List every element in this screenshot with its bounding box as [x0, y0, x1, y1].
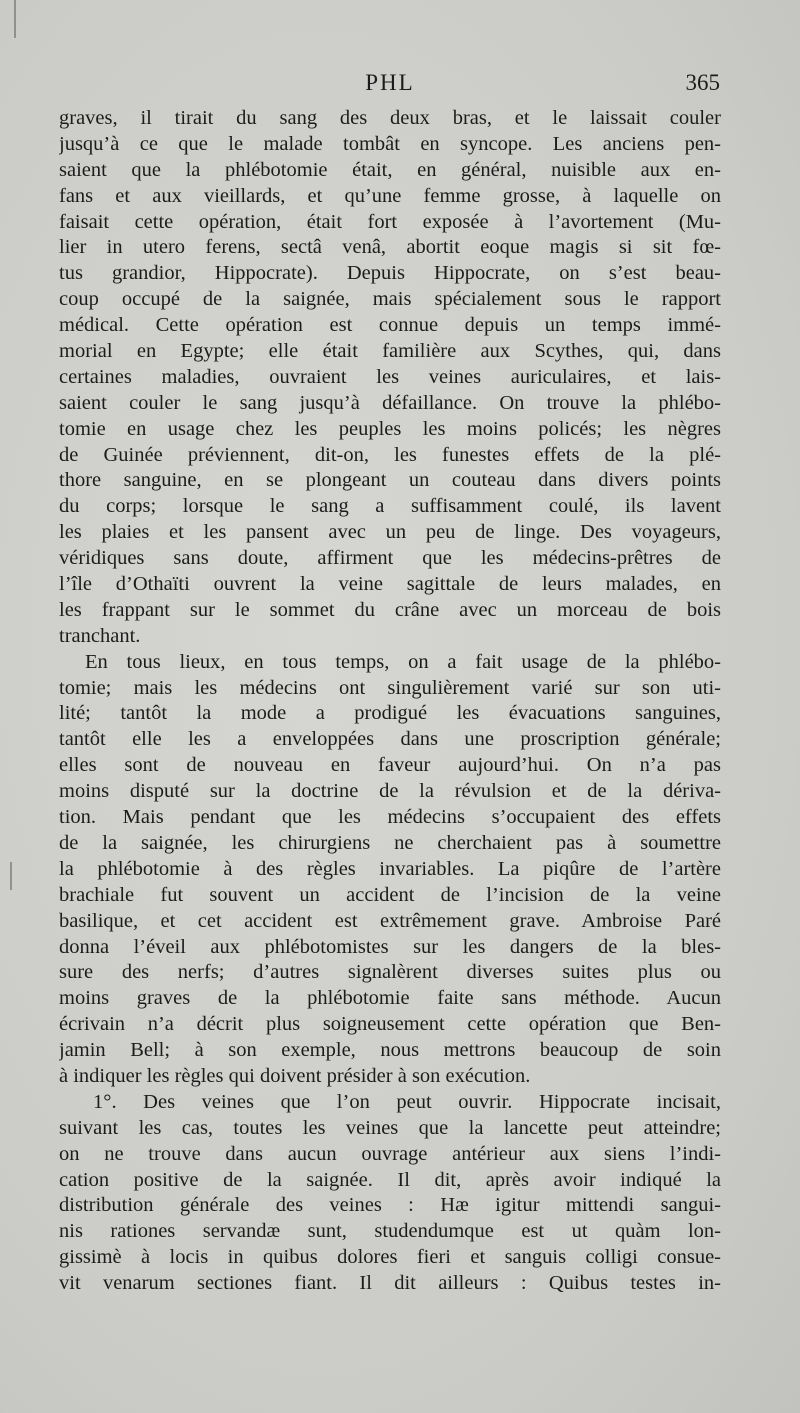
text-line: de la saignée, les chirurgiens ne cherchaient pas à soumettre: [59, 831, 721, 854]
page-number: 365: [685, 70, 720, 95]
text-line: lier in utero ferens, sectâ venâ, abortit eoque magis si sit fœ-: [59, 236, 721, 259]
text-line: fans et aux vieillards, et qu’une femme grosse, à laquelle on: [59, 184, 721, 207]
text-line: véridiques sans doute, affirment que les médecins-prêtres de: [59, 547, 721, 570]
text-line: vit venarum sectiones fiant. Il dit ailleurs : Quibus testes in-: [59, 1272, 721, 1295]
text-line: tantôt elle les a enveloppées dans une proscription générale;: [59, 728, 721, 751]
text-line: écrivain n’a décrit plus soigneusement cette opération que Ben-: [59, 1013, 721, 1036]
text-line: morial en Egypte; elle était familière aux Scythes, qui, dans: [59, 340, 721, 363]
text-line: les frappant sur le sommet du crâne avec un morceau de bois: [59, 598, 721, 621]
text-line: basilique, et cet accident est extrêmement grave. Ambroise Paré: [59, 909, 721, 932]
text-line: du corps; lorsque le sang a suffisamment coulé, ils lavent: [59, 495, 721, 518]
running-head: PHL: [365, 70, 415, 95]
text-line: moins disputé sur la doctrine de la révulsion et de la dériva-: [59, 780, 721, 803]
text-line: elles sont de nouveau en faveur aujourd’hui. On n’a pas: [59, 754, 721, 777]
text-line: tus grandior, Hippocrate). Depuis Hippocrate, on s’est beau-: [59, 262, 721, 285]
page-edge-mark: [14, 0, 16, 38]
page-edge-mark: [10, 862, 12, 890]
text-line: lité; tantôt la mode a prodigué les évacuations sanguines,: [59, 702, 721, 725]
text-line: tomie; mais les médecins ont singulièrement varié sur son uti-: [59, 676, 721, 699]
text-line: sure des nerfs; d’autres signalèrent diverses suites plus ou: [59, 961, 721, 984]
text-line: saient couler le sang jusqu’à défaillance. On trouve la phlébo-: [59, 391, 721, 414]
text-line: gissimè à locis in quibus dolores fieri et sanguis colligi consue-: [59, 1246, 721, 1269]
text-line: certaines maladies, ouvraient les veines auriculaires, et lais-: [59, 365, 721, 388]
text-line: En tous lieux, en tous temps, on a fait usage de la phlébo-: [85, 650, 721, 673]
text-line: à indiquer les règles qui doivent présider à son exécution.: [59, 1064, 531, 1087]
text-line: on ne trouve dans aucun ouvrage antérieur aux siens l’indi-: [59, 1142, 721, 1165]
text-line: de Guinée préviennent, dit-on, les funestes effets de la plé-: [59, 443, 721, 466]
page-header: [60, 70, 720, 104]
text-line: graves, il tirait du sang des deux bras, et le laissait couler: [59, 107, 721, 129]
text-line: moins graves de la phlébotomie faite sans méthode. Aucun: [59, 987, 721, 1010]
text-line: faisait cette opération, était fort exposée à l’avortement (Mu-: [59, 210, 721, 233]
text-line: les plaies et les pansent avec un peu de linge. Des voyageurs,: [59, 521, 721, 544]
text-line: médical. Cette opération est connue depuis un temps immé-: [59, 314, 721, 337]
text-line: l’île d’Othaïti ouvrent la veine sagittale de leurs malades, en: [59, 573, 721, 596]
text-line: jamin Bell; à son exemple, nous mettrons beaucoup de soin: [59, 1039, 721, 1062]
text-line: saient que la phlébotomie était, en général, nuisible aux en-: [59, 158, 721, 181]
text-line: coup occupé de la saignée, mais spécialement sous le rapport: [59, 288, 721, 311]
text-line: la phlébotomie à des règles invariables. La piqûre de l’artère: [59, 857, 721, 880]
text-line: thore sanguine, en se plongeant un couteau dans divers points: [59, 469, 721, 492]
text-line: 1°. Des veines que l’on peut ouvrir. Hippocrate incisait,: [93, 1090, 721, 1113]
body-text: [59, 106, 721, 1297]
text-line: tion. Mais pendant que les médecins s’occupaient des effets: [59, 806, 721, 829]
text-line: nis rationes servandæ sunt, studendumque est ut quàm lon-: [59, 1220, 721, 1243]
text-line: donna l’éveil aux phlébotomistes sur les dangers de la bles-: [59, 935, 721, 958]
text-line: jusqu’à ce que le malade tombât en syncope. Les anciens pen-: [59, 132, 721, 155]
text-line: cation positive de la saignée. Il dit, après avoir indiqué la: [59, 1168, 721, 1191]
text-line: distribution générale des veines : Hæ igitur mittendi sangui-: [59, 1194, 721, 1217]
text-line: suivant les cas, toutes les veines que la lancette peut atteindre;: [59, 1116, 721, 1139]
text-line: tranchant.: [59, 624, 141, 647]
text-line: tomie en usage chez les peuples les moins policés; les nègres: [59, 417, 721, 440]
text-line: brachiale fut souvent un accident de l’incision de la veine: [59, 883, 721, 906]
